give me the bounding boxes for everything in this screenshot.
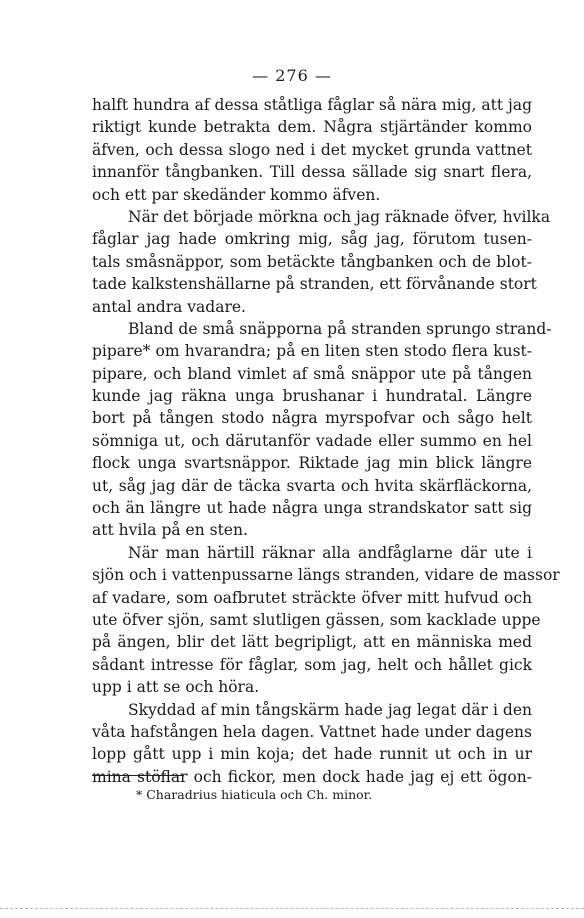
- text-line: kunde jag räkna unga brushanar i hundratal. Längre: [92, 387, 532, 406]
- text-line: sömniga ut, och därutanför vadade eller summo en hel: [92, 431, 532, 450]
- text-line: När man härtill räknar alla andfåglarne där ute i: [128, 543, 532, 562]
- page-bottom-edge: [0, 908, 584, 909]
- text-line: lopp gått upp i min koja; det hade runnit ut och in ur: [92, 745, 532, 764]
- text-line: Skyddad af min tångskärm hade jag legat där i den: [128, 700, 532, 719]
- text-line: af vadare, som oafbrutet sträckte öfver mitt hufvud och: [92, 588, 532, 607]
- text-line: innanför tångbanken. Till dessa sällade sig snart flera,: [92, 163, 532, 182]
- text-line: tals småsnäppor, som betäckte tångbanken och de blot-: [92, 252, 532, 271]
- text-line: upp i att se och höra.: [92, 678, 260, 697]
- text-line: fåglar jag hade omkring mig, såg jag, förutom tusen-: [92, 230, 532, 249]
- text-line: När det började mörkna och jag räknade öfver, hvilka: [128, 207, 551, 226]
- text-line: antal andra vadare.: [92, 297, 246, 316]
- text-line: på ängen, blir det lätt begripligt, att en människa med: [92, 633, 532, 652]
- text-line: sådant intresse för fåglar, som jag, helt och hållet gick: [92, 655, 532, 674]
- text-line: och ett par skedänder kommo äfven.: [92, 185, 381, 204]
- text-line: pipare* om hvarandra; på en liten sten stodo flera kust-: [92, 342, 532, 361]
- text-line: sjön och i vattenpussarne längs stranden, vidare de massor: [92, 566, 560, 585]
- text-line: tade kalkstenshällarne på stranden, ett förvånande stort: [92, 275, 537, 294]
- text-line: äfven, och dessa slogo ned i det mycket grunda vattnet: [92, 140, 532, 159]
- text-line: bort på tången stodo några myrspofvar och sågo helt: [92, 409, 532, 428]
- text-line: halft hundra af dessa ståtliga fåglar så nära mig, att jag: [92, 96, 532, 114]
- text-line: Bland de små snäpporna på stranden sprungo strand-: [128, 319, 552, 338]
- footnote: * Charadrius hiaticula och Ch. minor.: [136, 787, 373, 802]
- text-line: mina stöflar och fickor, men dock hade jag ej ett ögon-: [92, 767, 532, 786]
- text-line: och än längre ut hade några unga strandskator satt sig: [92, 499, 532, 518]
- text-line: pipare, och bland vimlet af små snäppor ute på tången: [92, 364, 532, 383]
- footnote-rule: [92, 775, 184, 776]
- text-line: riktigt kunde betrakta dem. Några stjärtänder kommo: [92, 118, 532, 137]
- page-number: — 276 —: [252, 66, 332, 85]
- text-line: flock unga svartsnäppor. Riktade jag min blick längre: [92, 454, 532, 473]
- text-line: att hvila på en sten.: [92, 521, 248, 540]
- text-line: ute öfver sjön, samt slutligen gässen, som kacklade uppe: [92, 610, 541, 629]
- body-text: [92, 94, 560, 788]
- text-line: ut, såg jag där de täcka svarta och hvita skärfläckorna,: [92, 476, 532, 495]
- text-line: våta hafstången hela dagen. Vattnet hade under dagens: [92, 722, 532, 741]
